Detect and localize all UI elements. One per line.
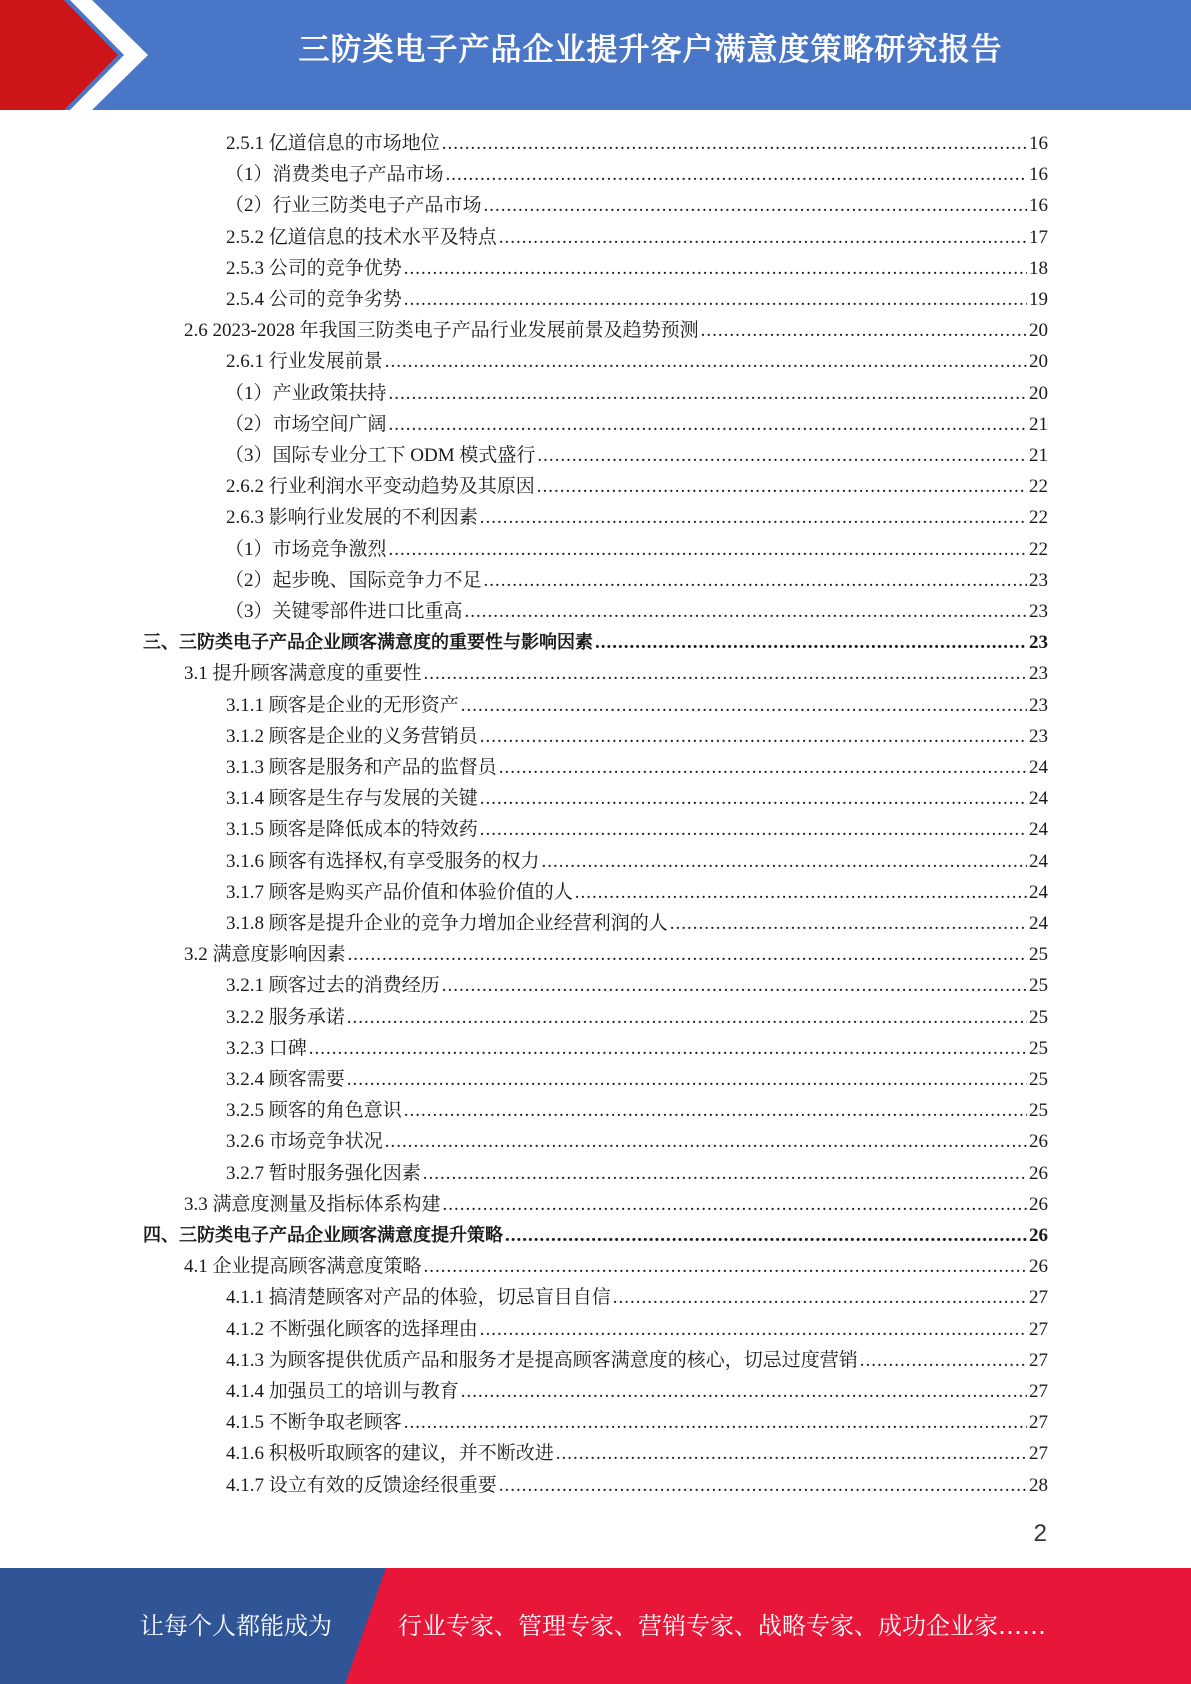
toc-entry-label: 3.1.6 顾客有选择权,有享受服务的权力 <box>226 850 540 872</box>
toc-entry-page: 23 <box>1029 569 1048 591</box>
toc-entry-page: 26 <box>1029 1131 1048 1153</box>
toc-entry-label: （1）市场竞争激烈 <box>225 538 387 560</box>
toc-entry-label: 3.2.4 顾客需要 <box>226 1069 345 1090</box>
toc-dot-leader <box>347 1064 1027 1095</box>
toc-entry-page: 27 <box>1029 1318 1048 1340</box>
toc-entry-page: 16 <box>1029 133 1048 154</box>
toc-dot-leader <box>461 690 1027 721</box>
toc-entry-label: 四、三防类电子产品企业顾客满意度提升策略 <box>143 1225 503 1246</box>
report-title: 三防类电子产品企业提升客户满意度策略研究报告 <box>298 32 1003 68</box>
toc-entry[interactable] <box>226 1095 1048 1126</box>
toc-dot-leader <box>499 1470 1027 1501</box>
toc-entry[interactable] <box>225 565 1048 596</box>
toc-entry[interactable] <box>143 627 1048 658</box>
toc-dot-leader <box>595 627 1027 658</box>
toc-entry[interactable] <box>226 1314 1048 1345</box>
toc-dot-leader <box>389 534 1027 565</box>
toc-dot-leader <box>423 1158 1027 1189</box>
toc-entry-page: 16 <box>1029 164 1048 186</box>
toc-dot-leader <box>389 409 1027 440</box>
toc-dot-leader <box>480 1314 1027 1345</box>
toc-dot-leader <box>442 128 1027 159</box>
toc-entry-page: 24 <box>1029 881 1048 903</box>
toc-entry[interactable] <box>226 1158 1048 1189</box>
toc-entry-page: 27 <box>1029 1412 1048 1434</box>
toc-dot-leader <box>480 783 1027 814</box>
toc-entry-label: 3.2.5 顾客的角色意识 <box>226 1100 402 1122</box>
toc-entry-label: 3.1.1 顾客是企业的无形资产 <box>226 694 459 716</box>
toc-dot-leader <box>424 1251 1027 1282</box>
toc-entry-label: 3.1.4 顾客是生存与发展的关键 <box>226 788 478 810</box>
toc-entry[interactable] <box>225 596 1048 627</box>
toc-dot-leader <box>556 1438 1027 1469</box>
toc-entry-label: 4.1.6 积极听取顾客的建议，并不断改进 <box>226 1443 554 1465</box>
toc-entry-label: （3）国际专业分工下 ODM 模式盛行 <box>225 445 536 466</box>
toc-dot-leader <box>404 1407 1027 1438</box>
toc-dot-leader <box>424 658 1027 689</box>
toc-entry[interactable] <box>226 1126 1048 1157</box>
toc-entry-label: 2.6 2023-2028 年我国三防类电子产品行业发展前景及趋势预测 <box>184 320 699 342</box>
toc-entry-page: 25 <box>1029 944 1048 966</box>
toc-entry-page: 23 <box>1029 632 1048 654</box>
toc-entry[interactable] <box>226 970 1048 1001</box>
toc-entry[interactable] <box>225 409 1048 440</box>
toc-entry-page: 25 <box>1029 1069 1048 1090</box>
toc-entry-page: 21 <box>1029 413 1048 435</box>
toc-entry-page: 20 <box>1029 382 1048 404</box>
toc-entry-page: 21 <box>1029 445 1048 466</box>
page-number: 2 <box>1033 1520 1047 1547</box>
toc-entry-page: 19 <box>1029 289 1048 310</box>
toc-entry[interactable] <box>226 1345 1048 1376</box>
toc-dot-leader <box>701 315 1027 346</box>
toc-entry-page: 27 <box>1029 1287 1048 1309</box>
toc-entry-page: 17 <box>1029 226 1048 248</box>
toc-dot-leader <box>860 1345 1027 1376</box>
toc-entry-label: 2.6.1 行业发展前景 <box>226 351 383 373</box>
toc-entry-label: 3.2.2 服务承诺 <box>226 1006 345 1028</box>
toc-dot-leader <box>480 721 1027 752</box>
toc-entry[interactable] <box>226 721 1048 752</box>
toc-entry-label: 3.1.8 顾客是提升企业的竞争力增加企业经营利润的人 <box>226 913 668 934</box>
toc-entry-label: 3.1.7 顾客是购买产品价值和体验价值的人 <box>226 881 573 903</box>
toc-entry-label: 4.1.5 不断争取老顾客 <box>226 1412 402 1434</box>
toc-entry-label: 3.1.5 顾客是降低成本的特效药 <box>226 819 478 841</box>
toc-dot-leader <box>443 1189 1027 1220</box>
toc-entry-page: 20 <box>1029 351 1048 373</box>
toc-entry[interactable] <box>225 159 1048 190</box>
toc-entry-page: 23 <box>1029 725 1048 747</box>
toc-dot-leader <box>505 1220 1027 1251</box>
toc-entry[interactable] <box>225 534 1048 565</box>
toc-entry-label: 4.1.2 不断强化顾客的选择理由 <box>226 1318 478 1340</box>
toc-entry[interactable] <box>226 1470 1048 1501</box>
footer-slogan-left: 让每个人都能成为 <box>140 1612 332 1640</box>
page-header <box>0 0 1191 110</box>
toc-entry[interactable] <box>226 908 1048 939</box>
toc-entry[interactable] <box>226 752 1048 783</box>
toc-dot-leader <box>465 596 1027 627</box>
toc-entry-page: 24 <box>1029 819 1048 841</box>
toc-entry-label: 2.5.4 公司的竞争劣势 <box>226 289 402 310</box>
toc-entry[interactable] <box>226 1438 1048 1469</box>
toc-entry[interactable] <box>226 346 1048 377</box>
toc-dot-leader <box>670 908 1027 939</box>
header-red-arrow-decoration <box>0 0 160 110</box>
toc-entry[interactable] <box>226 1376 1048 1407</box>
toc-entry-page: 26 <box>1029 1225 1048 1246</box>
toc-entry[interactable] <box>143 1220 1048 1251</box>
toc-entry[interactable] <box>184 315 1048 346</box>
toc-entry-label: 4.1.3 为顾客提供优质产品和服务才是提高顾客满意度的核心，切忌过度营销 <box>226 1349 858 1371</box>
toc-entry-page: 25 <box>1029 1100 1048 1122</box>
toc-entry-page: 26 <box>1029 1162 1048 1184</box>
toc-entry-label: （1）产业政策扶持 <box>225 382 387 404</box>
toc-entry[interactable] <box>184 1189 1048 1220</box>
page-footer <box>0 1568 1191 1684</box>
toc-entry-label: 3.2.3 口碑 <box>226 1037 307 1059</box>
toc-dot-leader <box>537 440 1027 471</box>
toc-entry-page: 22 <box>1029 538 1048 560</box>
toc-entry-label: 三、三防类电子产品企业顾客满意度的重要性与影响因素 <box>143 632 593 654</box>
footer-slogan-right: 行业专家、管理专家、营销专家、战略专家、成功企业家…… <box>398 1612 1046 1640</box>
toc-dot-leader <box>484 565 1027 596</box>
toc-dot-leader <box>309 1033 1027 1064</box>
toc-entry-page: 22 <box>1029 476 1048 498</box>
toc-dot-leader <box>499 752 1027 783</box>
toc-dot-leader <box>385 346 1027 377</box>
toc-dot-leader <box>484 190 1027 221</box>
toc-dot-leader <box>348 939 1027 970</box>
toc-entry[interactable] <box>226 502 1048 533</box>
toc-entry-label: 2.6.2 行业利润水平变动趋势及其原因 <box>226 476 535 498</box>
toc-entry[interactable] <box>226 1033 1048 1064</box>
toc-entry[interactable] <box>226 846 1048 877</box>
toc-entry[interactable] <box>225 440 1048 471</box>
toc-entry-page: 25 <box>1029 975 1048 997</box>
toc-dot-leader <box>480 814 1027 845</box>
toc-entry-page: 27 <box>1029 1349 1048 1371</box>
toc-entry-page: 24 <box>1029 913 1048 934</box>
toc-entry[interactable] <box>225 378 1048 409</box>
toc-entry[interactable] <box>226 253 1048 284</box>
toc-entry[interactable] <box>226 1407 1048 1438</box>
toc-dot-leader <box>542 846 1027 877</box>
toc-entry-page: 23 <box>1029 663 1048 685</box>
toc-entry-label: 2.6.3 影响行业发展的不利因素 <box>226 507 478 529</box>
toc-entry-label: 4.1 企业提高顾客满意度策略 <box>184 1256 422 1278</box>
toc-entry[interactable] <box>226 1002 1048 1033</box>
toc-entry-page: 28 <box>1029 1474 1048 1496</box>
toc-entry[interactable] <box>226 814 1048 845</box>
toc-entry[interactable] <box>225 190 1048 221</box>
toc-entry-label: 3.3 满意度测量及指标体系构建 <box>184 1193 441 1215</box>
toc-dot-leader <box>404 284 1027 315</box>
toc-entry-label: 3.2.7 暂时服务强化因素 <box>226 1162 421 1184</box>
toc-dot-leader <box>461 1376 1027 1407</box>
toc-entry-label: 3.2 满意度影响因素 <box>184 944 346 966</box>
toc-entry-page: 23 <box>1029 694 1048 716</box>
toc-entry-label: 2.5.1 亿道信息的市场地位 <box>226 133 440 154</box>
toc-dot-leader <box>442 970 1027 1001</box>
toc-entry-label: （2）起步晚、国际竞争力不足 <box>225 569 482 591</box>
toc-entry-page: 25 <box>1029 1006 1048 1028</box>
toc-entry[interactable] <box>184 939 1048 970</box>
toc-entry-label: 4.1.1 搞清楚顾客对产品的体验，切忌盲目自信 <box>226 1287 611 1309</box>
toc-entry-page: 22 <box>1029 507 1048 529</box>
toc-entry[interactable] <box>184 658 1048 689</box>
toc-dot-leader <box>385 1126 1027 1157</box>
toc-entry[interactable] <box>226 128 1048 159</box>
toc-entry-page: 24 <box>1029 788 1048 810</box>
toc-entry[interactable] <box>226 690 1048 721</box>
toc-entry-label: 3.1.3 顾客是服务和产品的监督员 <box>226 757 497 778</box>
toc-entry[interactable] <box>226 1282 1048 1313</box>
toc-entry-page: 27 <box>1029 1443 1048 1465</box>
toc-entry[interactable] <box>226 471 1048 502</box>
toc-entry[interactable] <box>226 222 1048 253</box>
toc-entry[interactable] <box>184 1251 1048 1282</box>
toc-dot-leader <box>537 471 1027 502</box>
toc-entry[interactable] <box>226 1064 1048 1095</box>
toc-entry-label: 4.1.4 加强员工的培训与教育 <box>226 1381 459 1402</box>
toc-entry-page: 16 <box>1029 195 1048 217</box>
toc-dot-leader <box>613 1282 1027 1313</box>
toc-dot-leader <box>575 877 1027 908</box>
toc-entry-page: 26 <box>1029 1193 1048 1215</box>
toc-entry-label: 2.5.3 公司的竞争优势 <box>226 257 402 279</box>
toc-entry-label: （2）行业三防类电子产品市场 <box>225 195 482 217</box>
toc-entry-label: 3.1.2 顾客是企业的义务营销员 <box>226 725 478 747</box>
toc-entry-page: 23 <box>1029 601 1048 622</box>
toc-entry-page: 25 <box>1029 1037 1048 1059</box>
toc-entry-page: 27 <box>1029 1381 1048 1402</box>
toc-entry[interactable] <box>226 284 1048 315</box>
toc-entry[interactable] <box>226 877 1048 908</box>
toc-entry-label: 3.2.6 市场竞争状况 <box>226 1131 383 1153</box>
toc-dot-leader <box>446 159 1027 190</box>
toc-entry-label: （2）市场空间广阔 <box>225 413 387 435</box>
toc-entry[interactable] <box>226 783 1048 814</box>
toc-dot-leader <box>389 378 1027 409</box>
toc-dot-leader <box>347 1002 1027 1033</box>
toc-entry-label: 3.2.1 顾客过去的消费经历 <box>226 975 440 997</box>
toc-entry-label: （1）消费类电子产品市场 <box>225 164 444 186</box>
toc-entry-label: 4.1.7 设立有效的反馈途经很重要 <box>226 1474 497 1496</box>
toc-entry-page: 24 <box>1029 850 1048 872</box>
toc-entry-page: 26 <box>1029 1256 1048 1278</box>
toc-entry-label: 3.1 提升顾客满意度的重要性 <box>184 663 422 685</box>
toc-entry-page: 24 <box>1029 757 1048 778</box>
toc-dot-leader <box>404 253 1027 284</box>
toc-entry-label: 2.5.2 亿道信息的技术水平及特点 <box>226 226 497 248</box>
toc-entry-label: （3）关键零部件进口比重高 <box>225 601 463 622</box>
toc-entry-page: 20 <box>1029 320 1048 342</box>
toc-dot-leader <box>480 502 1027 533</box>
toc-entry-page: 18 <box>1029 257 1048 279</box>
toc-dot-leader <box>499 222 1027 253</box>
toc-dot-leader <box>404 1095 1027 1126</box>
